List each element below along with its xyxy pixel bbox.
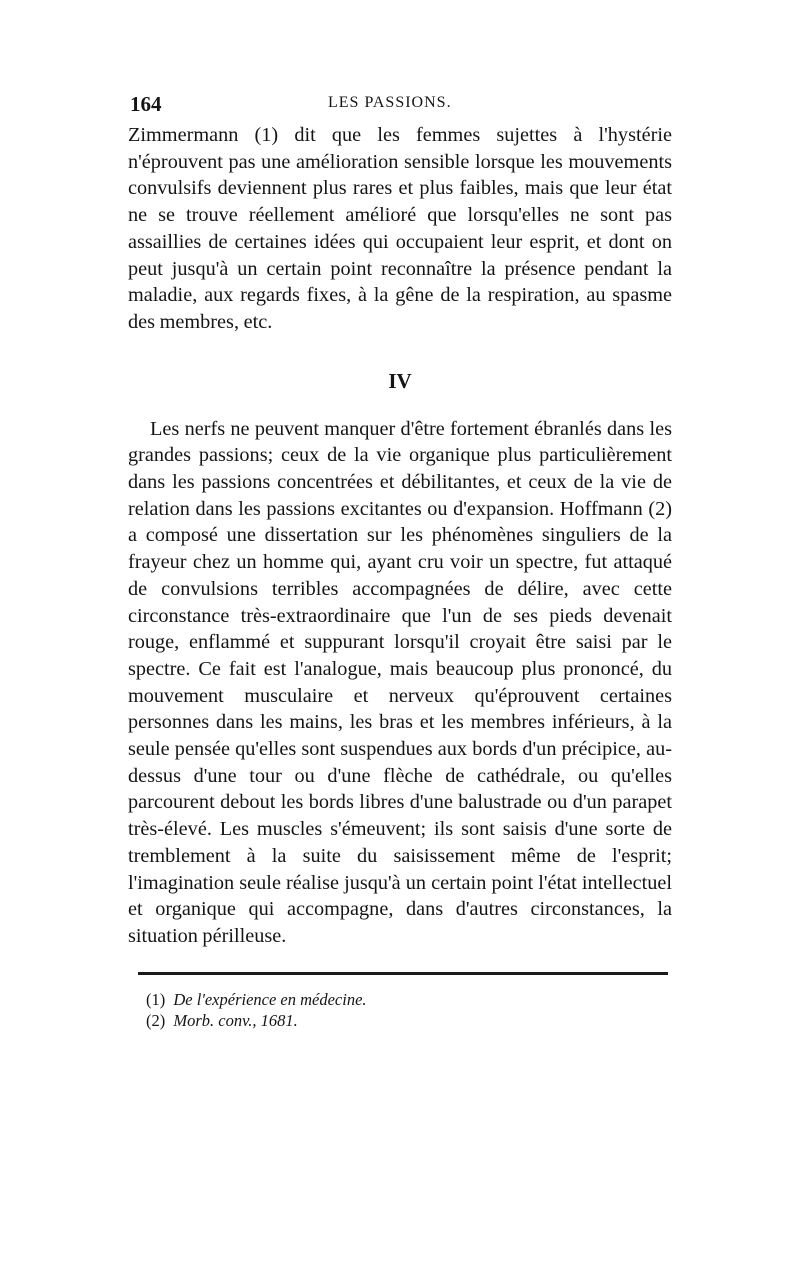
footnote-separator bbox=[138, 972, 668, 975]
footnote-number: (2) bbox=[146, 1010, 166, 1030]
section-heading: IV bbox=[388, 368, 412, 393]
footnote-1 bbox=[146, 989, 672, 1010]
paragraph-zimmermann: Zimmermann (1) dit que les femmes sujettes à l'hystérie n'éprouvent pas une amélioration sensible lorsque les mouvements convulsifs deviennent plus rares et plus faibles, mais que leur état ne se trouve réellement amélioré que lorsqu'elles ne sont pas assaillies de certaines idées qui occupaient leur esprit, et dont on peut jusqu'à un certain point reconnaître la présence pendant la maladie, aux regards fixes, à la gêne de la respiration, au spasme des membres, etc. bbox=[128, 124, 672, 333]
running-title: LES PASSIONS. bbox=[328, 94, 452, 111]
footnote-text: Morb. conv., 1681. bbox=[173, 1010, 298, 1030]
book-page bbox=[128, 88, 672, 1031]
footnote-text: De l'expérience en médecine. bbox=[173, 989, 367, 1009]
paragraph-nerfs: Les nerfs ne peuvent manquer d'être fortement ébranlés dans les grandes passions; ceux de la vie organique plus particulièrement dans les passions concentrées et débilitantes, et ceux de la vie de relation dans les passions excitantes ou d'expansion. Hoffmann (2) a composé une dissertation sur les phénomènes singuliers de la frayeur chez un homme qui, ayant cru voir un spectre, fut attaqué de convulsions terribles accompagnées de délire, avec cette circonstance très-extraordinaire que l'un de ses pieds devenait rouge, enflammé et suppurant lorsqu'il croyait être saisi par le spectre. Ce fait est l'analogue, mais beaucoup plus prononcé, du mouvement musculaire et nerveux qu'éprouvent certaines personnes dans les mains, les bras et les membres inférieurs, à la seule pensée qu'elles sont suspendues aux bords d'un précipice, au-dessus d'une tour ou d'une flèche de cathédrale, ou qu'elles parcourent debout les bords libres d'une balustrade ou d'un parapet très-élevé. Les muscles s'émeuvent; ils sont saisis d'une sorte de tremblement à la suite du saisissement même de l'esprit; l'imagination seule réalise jusqu'à un certain point l'état intellectuel et organique qui accompagne, dans d'autres circonstances, la situation périlleuse. bbox=[128, 417, 672, 947]
footnote-number: (1) bbox=[146, 989, 166, 1009]
running-head bbox=[128, 88, 672, 122]
footnote-2 bbox=[146, 1010, 672, 1031]
page-number: 164 bbox=[130, 92, 162, 116]
footnotes bbox=[146, 989, 672, 1031]
